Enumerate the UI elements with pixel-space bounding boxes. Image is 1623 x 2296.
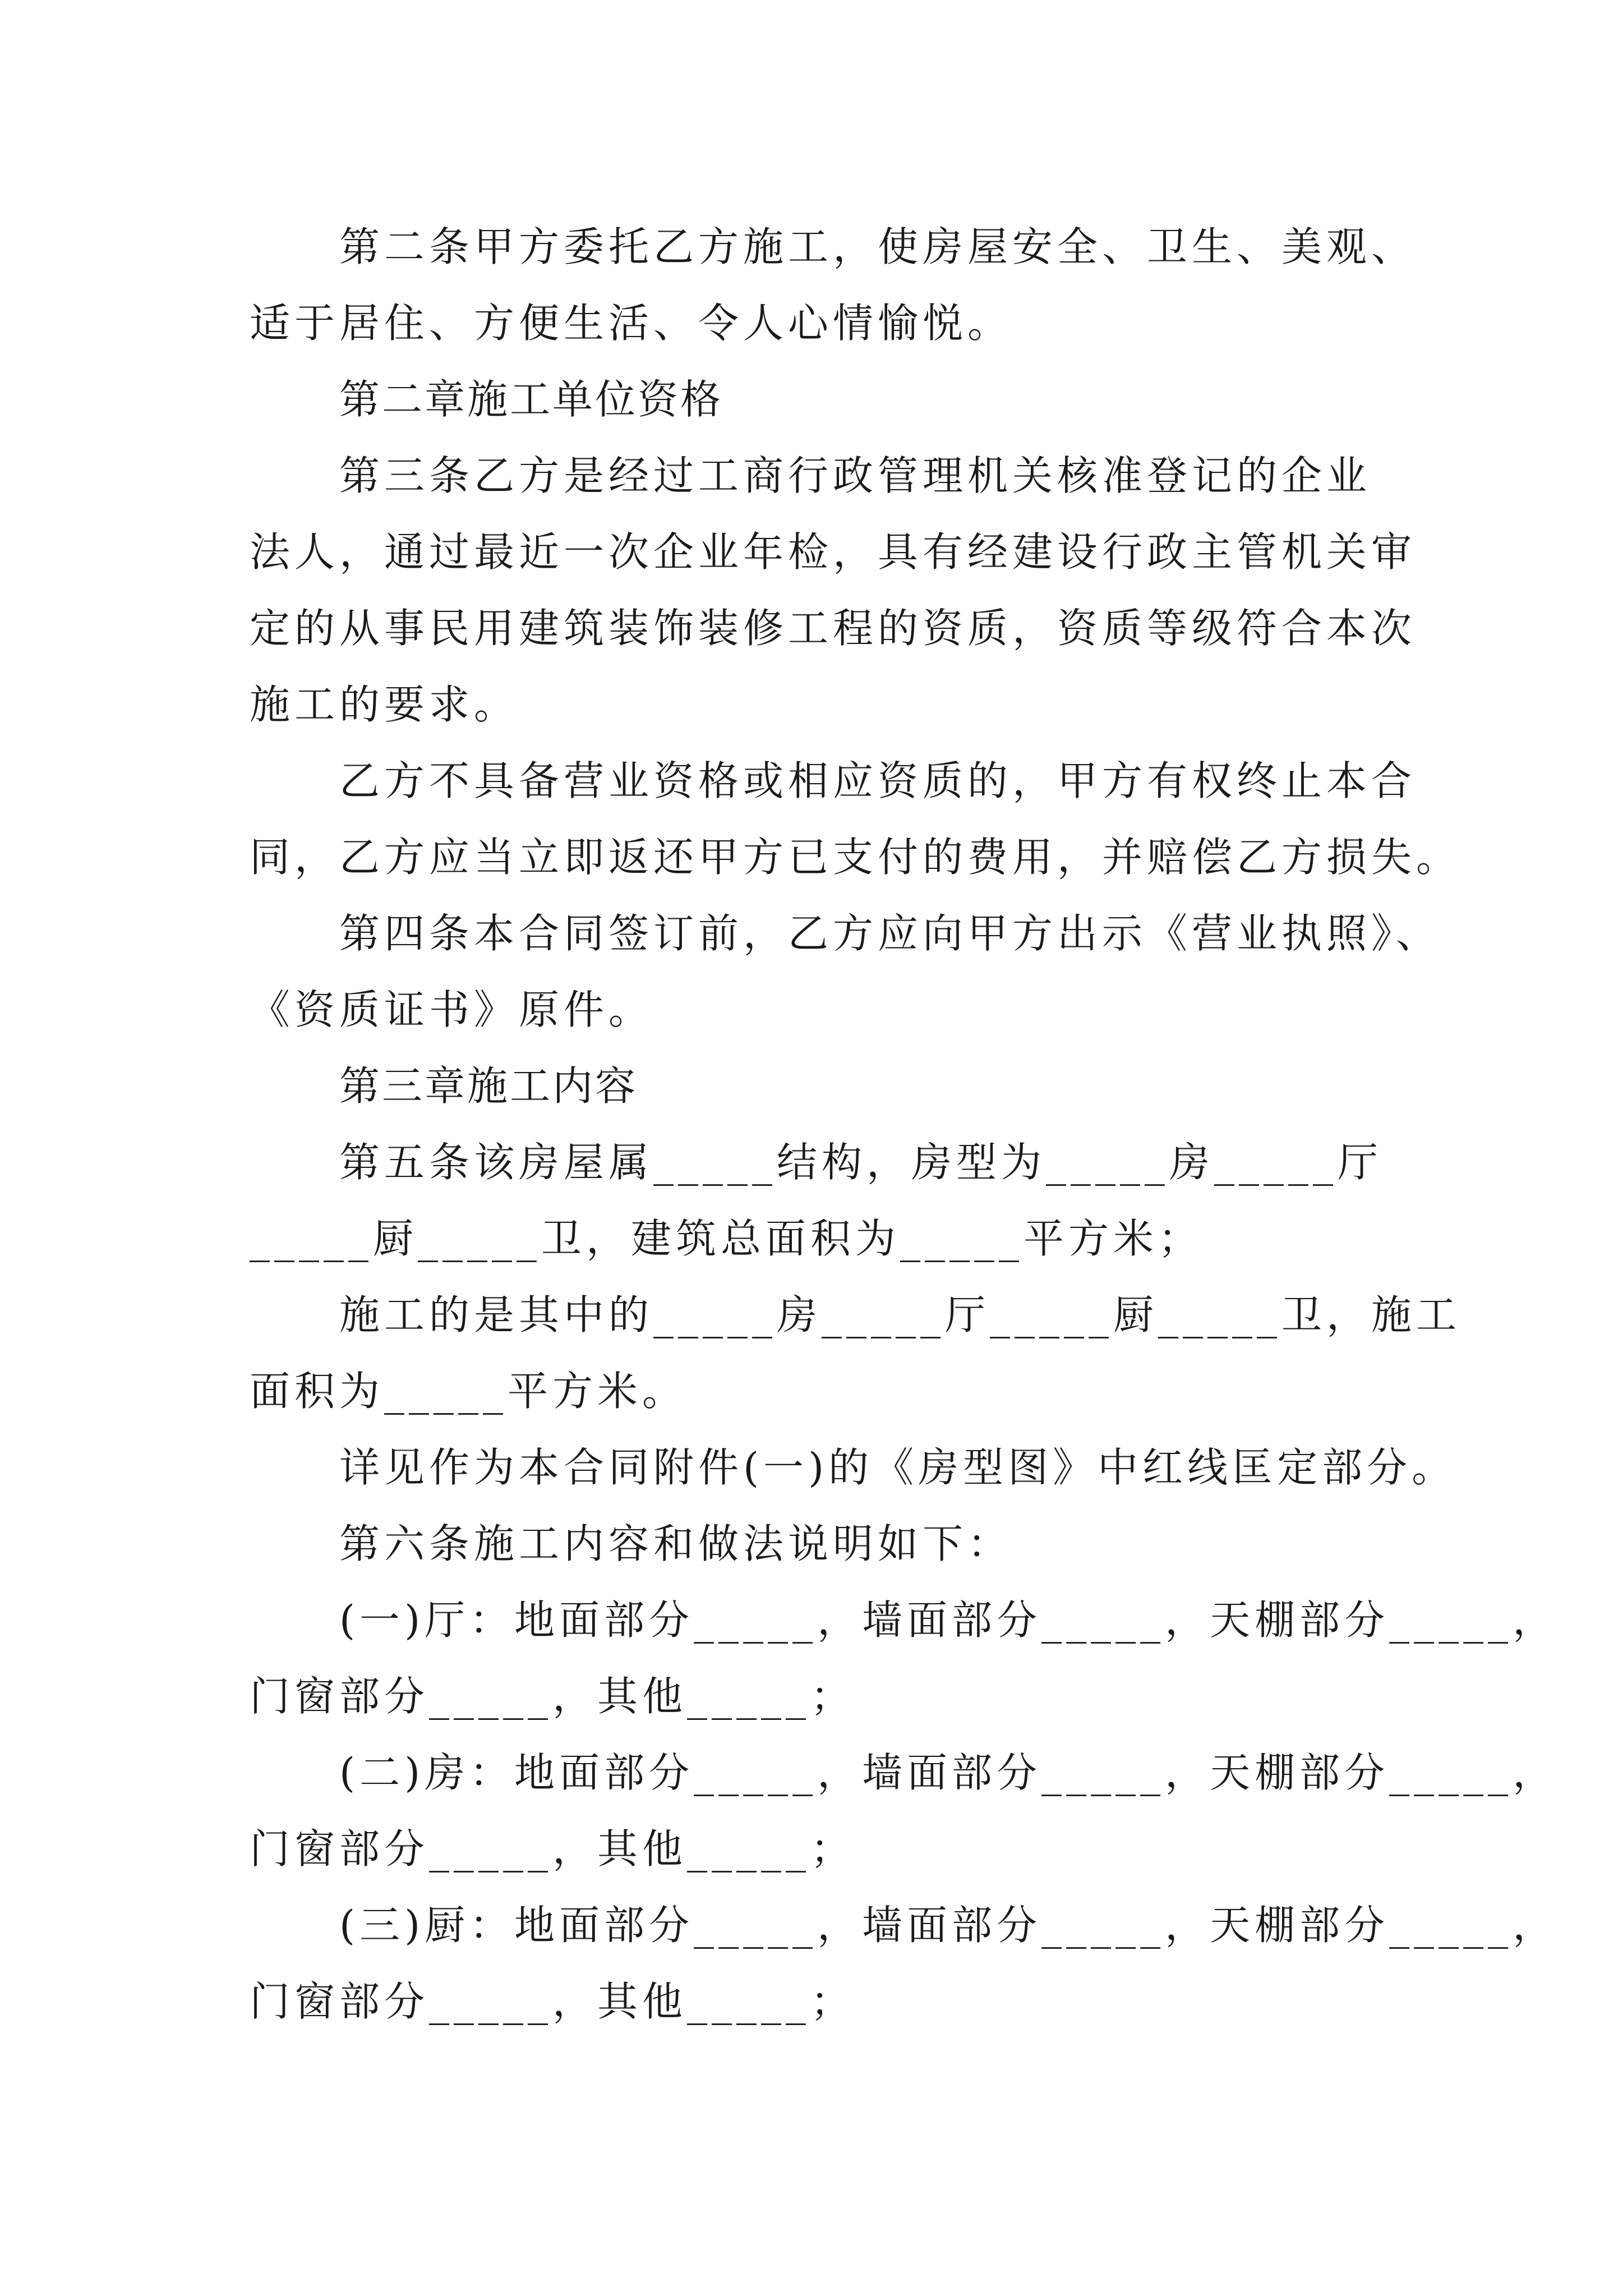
article-2-line-1: 第二条甲方委托乙方施工，使房屋安全、卫生、美观、 (339, 223, 1417, 270)
document-body (250, 209, 1558, 2040)
article-3-para-2-line-1: 乙方不具备营业资格或相应资质的，甲方有权终止本合 (339, 757, 1417, 804)
article-3-line-2: 法人，通过最近一次企业年检，具有经建设行政主管机关审 (250, 528, 1417, 576)
article-4-line-2: 《资质证书》原件。 (250, 986, 654, 1033)
chapter-2-heading: 第二章施工单位资格 (339, 376, 723, 423)
item-hall-line-2: 门窗部分_____，其他_____； (250, 1673, 856, 1720)
item-kitchen-line-1: (三)厨：地面部分_____，墙面部分_____，天棚部分_____， (339, 1902, 1558, 1949)
article-5-line-2: _____厨_____卫，建筑总面积为_____平方米； (250, 1215, 1204, 1262)
article-4-line-1: 第四条本合同签订前，乙方应向甲方出示《营业执照》、 (339, 910, 1441, 957)
article-3-line-4: 施工的要求。 (250, 681, 519, 728)
article-5-para-3: 详见作为本合同附件(一)的《房型图》中红线匡定部分。 (339, 1444, 1457, 1491)
item-hall-line-1: (一)厅：地面部分_____，墙面部分_____，天棚部分_____， (339, 1596, 1558, 1644)
article-2-line-2: 适于居住、方便生活、令人心情愉悦。 (250, 300, 1013, 347)
article-6-line-1: 第六条施工内容和做法说明如下： (339, 1520, 1013, 1567)
article-5-para-2-line-2: 面积为_____平方米。 (250, 1368, 688, 1415)
item-room-line-1: (二)房：地面部分_____，墙面部分_____，天棚部分_____， (339, 1749, 1558, 1796)
article-5-para-2-line-1: 施工的是其中的_____房_____厅_____厨_____卫，施工 (339, 1291, 1461, 1338)
article-5-line-1: 第五条该房屋属_____结构，房型为_____房_____厅 (339, 1139, 1383, 1186)
item-room-line-2: 门窗部分_____，其他_____； (250, 1825, 856, 1872)
article-3-line-1: 第三条乙方是经过工商行政管理机关核准登记的企业 (339, 452, 1372, 499)
article-3-para-2-line-2: 同，乙方应当立即返还甲方已支付的费用，并赔偿乙方损失。 (250, 834, 1461, 881)
article-3-line-3: 定的从事民用建筑装饰装修工程的资质，资质等级符合本次 (250, 605, 1417, 652)
item-kitchen-line-2: 门窗部分_____，其他_____； (250, 1978, 856, 2025)
chapter-3-heading: 第三章施工内容 (339, 1062, 638, 1110)
